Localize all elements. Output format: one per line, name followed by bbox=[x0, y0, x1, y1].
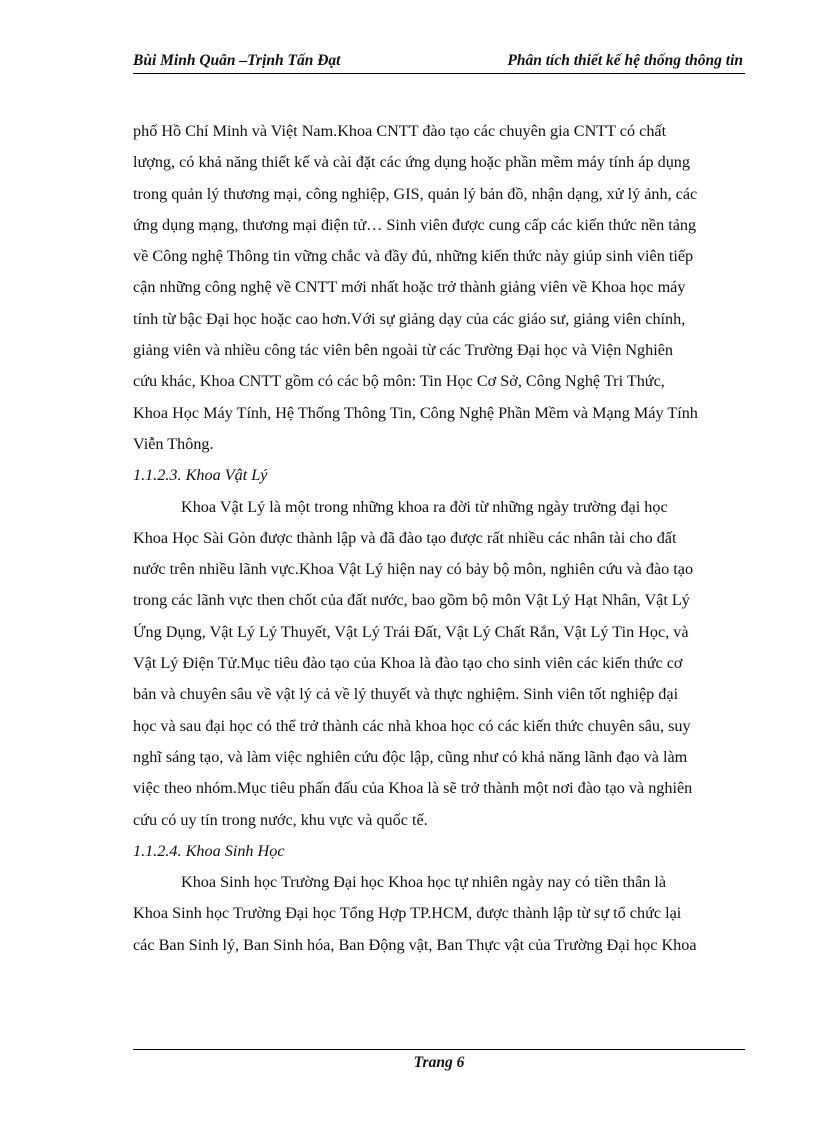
text-line: học và sau đại học có thể trở thành các nhà khoa học có các kiến thức chuyên sâu, suy bbox=[133, 716, 691, 735]
text-line: ứng dụng mạng, thương mại điện tử… Sinh viên được cung cấp các kiến thức nền tảng bbox=[133, 215, 697, 234]
section-heading: 1.1.2.4. Khoa Sinh Học bbox=[133, 841, 285, 860]
text-line: tính từ bậc Đại học hoặc cao hơn.Với sự giảng dạy của các giáo sư, giảng viên chính, bbox=[133, 309, 686, 328]
header-divider bbox=[133, 73, 745, 74]
text-line: Khoa Học Sài Gòn được thành lập và đã đào tạo được rất nhiều các nhân tài cho đất bbox=[133, 528, 677, 547]
text-line: các Ban Sinh lý, Ban Sinh hóa, Ban Động vật, Ban Thực vật của Trường Đại học Khoa bbox=[133, 935, 697, 954]
header-title: Phân tích thiết kế hệ thống thông tin bbox=[507, 52, 743, 69]
text-line: Khoa Học Máy Tính, Hệ Thống Thông Tin, Công Nghệ Phần Mềm và Mạng Máy Tính bbox=[133, 403, 698, 422]
text-line: việc theo nhóm.Mục tiêu phấn đấu của Khoa là sẽ trở thành một nơi đào tạo và nghiên bbox=[133, 779, 693, 798]
text-line: giảng viên và nhiều công tác viên bên ngoài từ các Trường Đại học và Viện Nghiên bbox=[133, 341, 674, 360]
page-number: Trang 6 bbox=[413, 1054, 465, 1071]
page-header bbox=[133, 50, 743, 74]
section-heading: 1.1.2.3. Khoa Vật Lý bbox=[133, 466, 268, 485]
text-line: cứu có uy tín trong nước, khu vực và quốc tế. bbox=[133, 810, 428, 829]
document-body bbox=[133, 116, 745, 961]
text-line: trong quản lý thương mại, công nghiệp, GIS, quản lý bản đồ, nhận dạng, xử lý ảnh, các bbox=[133, 184, 698, 203]
footer-divider bbox=[133, 1049, 745, 1050]
text-line: về Công nghệ Thông tin vững chắc và đầy đủ, những kiến thức này giúp sinh viên tiếp bbox=[133, 247, 694, 266]
text-line: trong các lãnh vực then chốt của đất nước, bao gồm bộ môn Vật Lý Hạt Nhân, Vật Lý bbox=[133, 591, 690, 610]
text-line: Khoa Sinh học Trường Đại học Khoa học tự nhiên ngày nay có tiền thân là bbox=[181, 873, 667, 892]
text-line: Khoa Vật Lý là một trong những khoa ra đời từ những ngày trường đại học bbox=[181, 497, 668, 516]
header-authors: Bùi Minh Quân –Trịnh Tấn Đạt bbox=[133, 52, 341, 69]
text-line: nghĩ sáng tạo, và làm việc nghiên cứu độc lập, cũng như có khả năng lãnh đạo và làm bbox=[133, 747, 688, 766]
text-line: Vật Lý Điện Tử.Mục tiêu đào tạo của Khoa là đào tạo cho sinh viên các kiến thức cơ bbox=[133, 654, 683, 673]
text-line: phố Hồ Chí Minh và Việt Nam.Khoa CNTT đào tạo các chuyên gia CNTT có chất bbox=[133, 122, 667, 140]
text-line: cứu khác, Khoa CNTT gồm có các bộ môn: Tin Học Cơ Sở, Công Nghệ Tri Thức, bbox=[133, 372, 665, 391]
text-line: Khoa Sinh học Trường Đại học Tổng Hợp TP.HCM, được thành lập từ sự tổ chức lại bbox=[133, 904, 682, 923]
text-line: cận những công nghệ về CNTT mới nhất hoặc trở thành giảng viên về Khoa học máy bbox=[133, 278, 686, 297]
text-line: bản và chuyên sâu về vật lý cả về lý thuyết và thực nghiệm. Sinh viên tốt nghiệp đại bbox=[133, 685, 679, 704]
text-line: nước trên nhiều lãnh vực.Khoa Vật Lý hiện nay có bảy bộ môn, nghiên cứu và đào tạo bbox=[133, 560, 694, 579]
text-line: Ứng Dụng, Vật Lý Lý Thuyết, Vật Lý Trái Đất, Vật Lý Chất Rắn, Vật Lý Tin Học, và bbox=[133, 622, 689, 641]
text-line: Viễn Thông. bbox=[133, 434, 214, 453]
text-line: lượng, có khả năng thiết kế và cài đặt các ứng dụng hoặc phần mềm máy tính áp dụng bbox=[133, 153, 690, 172]
